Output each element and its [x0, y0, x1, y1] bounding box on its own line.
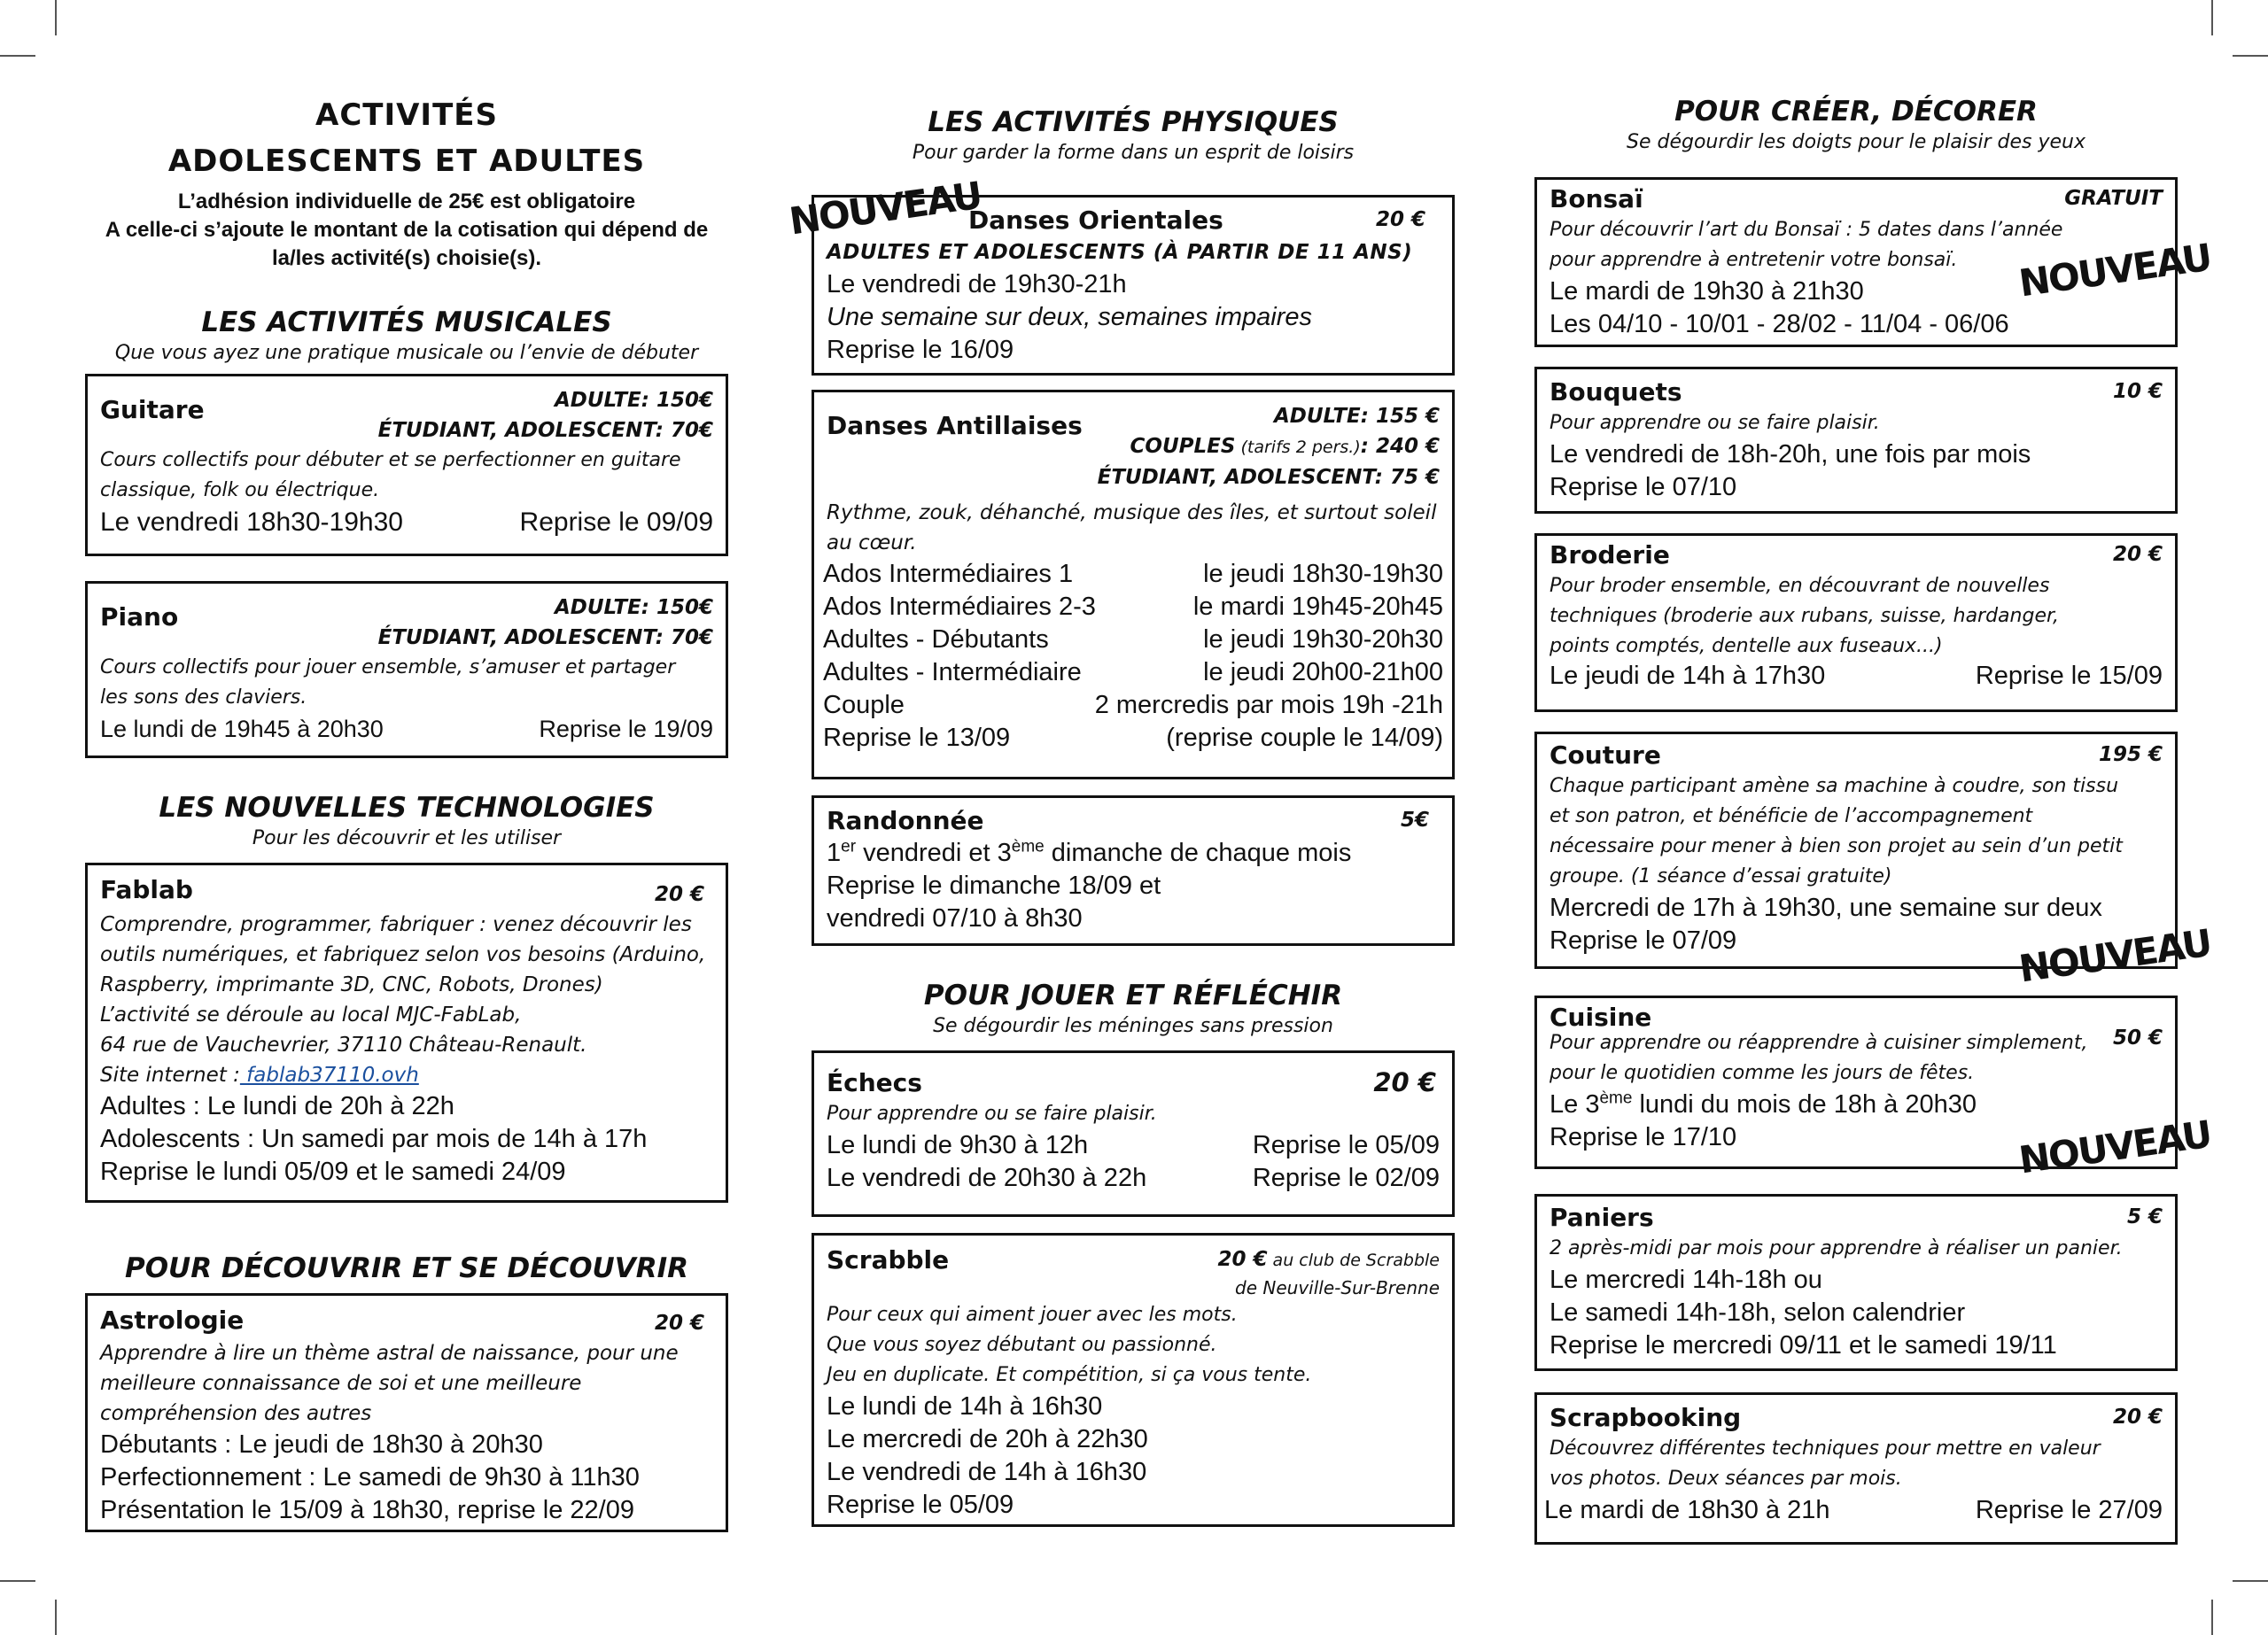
reprise: Reprise le 05/09	[1252, 1131, 1440, 1159]
desc-line: Que vous soyez débutant ou passionné.	[827, 1334, 1217, 1356]
activity-description	[1550, 571, 2163, 662]
activity-echecs	[812, 1050, 1455, 1217]
schedule-line: Reprise le mercredi 09/11 et le samedi 19/11	[1550, 1331, 2057, 1360]
price: 20 €	[1373, 1067, 1436, 1097]
price-student: ÉTUDIANT, ADOLESCENT: 70€	[377, 419, 713, 442]
schedule-line: Adolescents : Un samedi par mois de 14h à 17h	[100, 1125, 648, 1153]
activity-name: Scrapbooking	[1550, 1403, 1742, 1432]
schedule-line: Présentation le 15/09 à 18h30, reprise le 22/09	[100, 1496, 634, 1524]
crop-mark	[0, 1580, 35, 1582]
desc-line: pour le quotidien comme les jours de fêtes.	[1550, 1062, 1975, 1084]
activity-description	[100, 1338, 713, 1429]
sup: er	[841, 837, 857, 856]
activity-bouquets	[1534, 367, 2178, 514]
crop-mark	[2211, 1600, 2213, 1635]
section-create	[1534, 94, 2178, 156]
desc-line: nécessaire pour mener à bien son projet au sein d’un petit	[1550, 835, 2123, 857]
desc-line: Jeu en duplicate. Et compétition, si ça vous tente.	[827, 1364, 1312, 1386]
crop-mark	[0, 55, 35, 57]
section-tech	[85, 790, 728, 852]
activity-description: Pour apprendre ou se faire plaisir.	[827, 1103, 1157, 1125]
price: 10 €	[2112, 380, 2163, 403]
couples-label: COUPLES	[1130, 435, 1236, 458]
text: dimanche de chaque mois	[1044, 839, 1352, 867]
price: 20 €	[1375, 208, 1425, 231]
when: 2 mercredis par mois 19h -21h	[1094, 691, 1443, 719]
schedule-row	[827, 1129, 1440, 1162]
activity-name: Piano	[100, 602, 179, 632]
price-adult: ADULTE: 150€	[554, 389, 713, 412]
activity-name: Randonnée	[827, 806, 984, 835]
activity-paniers	[1534, 1194, 2178, 1371]
when: le jeudi 19h30-20h30	[1203, 625, 1443, 654]
price: GRATUIT	[2064, 187, 2163, 210]
schedule-row	[1544, 1494, 2163, 1527]
crop-mark	[2233, 55, 2268, 57]
desc-line: et son patron, et bénéficie de l’accompagnement	[1550, 805, 2033, 827]
section-subtitle: Se dégourdir les doigts pour le plaisir des yeux	[1626, 131, 2085, 153]
schedule-row	[100, 506, 713, 539]
schedule-row	[100, 713, 713, 746]
audience: ADULTES ET ADOLESCENTS (À PARTIR DE 11 ANS)	[827, 241, 1413, 264]
nouveau-badge: NOUVEAU	[2016, 1112, 2214, 1182]
sup: ème	[1599, 1089, 1633, 1108]
schedule-line: Le mercredi 14h-18h ou	[1550, 1266, 1822, 1294]
schedule-line: Adultes : Le lundi de 20h à 22h	[100, 1092, 454, 1120]
schedule-row	[823, 624, 1443, 656]
schedule-row	[823, 722, 1443, 755]
price: 5 €	[2126, 1205, 2163, 1228]
activity-name: Cuisine	[1550, 1003, 1652, 1032]
schedule-line: Les 04/10 - 10/01 - 28/02 - 11/04 - 06/06	[1550, 310, 2009, 338]
activity-name: Paniers	[1550, 1203, 1654, 1232]
schedule-line: Le vendredi de 18h-20h, une fois par mois	[1550, 440, 2031, 469]
activity-description: Pour apprendre ou se faire plaisir.	[1550, 412, 1880, 434]
website-label: Site internet :	[100, 1064, 240, 1087]
activity-name: Échecs	[827, 1068, 922, 1097]
activity-description	[827, 1300, 1440, 1391]
desc-line: Cours collectifs pour débuter et se perfectionner en guitare	[100, 449, 681, 471]
text: lundi du mois de 18h à 20h30	[1632, 1090, 1977, 1119]
intro-line: A celle-ci s’ajoute le montant de la cotisation qui dépend de	[105, 218, 709, 242]
schedule: Le vendredi de 20h30 à 22h	[827, 1164, 1147, 1192]
activity-name: Couture	[1550, 740, 1661, 770]
reprise: Reprise le 27/09	[1975, 1496, 2163, 1524]
activity-name: Guitare	[100, 395, 205, 424]
reprise: Reprise le 09/09	[519, 508, 713, 537]
level: Reprise le 13/09	[823, 724, 1011, 752]
price-adult: ADULTE: 155 €	[1273, 405, 1440, 428]
activity-broderie	[1534, 533, 2178, 712]
activity-piano	[85, 581, 728, 758]
price	[1217, 1244, 1440, 1275]
schedule: Le vendredi 18h30-19h30	[100, 508, 403, 537]
schedule-line: Reprise le 16/09	[827, 336, 1014, 364]
price: 20 €	[654, 883, 704, 906]
schedule-line	[1550, 1089, 2163, 1121]
crop-mark	[2211, 0, 2213, 35]
activity-description	[1550, 771, 2163, 892]
crop-mark	[2233, 1580, 2268, 1582]
section-subtitle: Se dégourdir les méninges sans pression	[933, 1015, 1333, 1037]
section-title: POUR DÉCOUVRIR ET SE DÉCOUVRIR	[124, 1252, 688, 1284]
schedule-line: Débutants : Le jeudi de 18h30 à 20h30	[100, 1430, 543, 1459]
schedule-line: Le vendredi de 14h à 16h30	[827, 1458, 1147, 1486]
activity-name: Danses Antillaises	[827, 411, 1083, 440]
activity-scrapbooking	[1534, 1392, 2178, 1545]
activity-guitare	[85, 374, 728, 556]
desc-line: au cœur.	[827, 531, 917, 554]
section-title: LES ACTIVITÉS MUSICALES	[201, 306, 612, 338]
schedule-line: Mercredi de 17h à 19h30, une semaine sur deux	[1550, 894, 2102, 922]
price: 20 €	[2112, 1406, 2163, 1429]
desc-line: classique, folk ou électrique.	[100, 479, 380, 501]
activity-danses-antillaises	[812, 390, 1455, 779]
desc-line: Pour ceux qui aiment jouer avec les mots.	[827, 1304, 1238, 1326]
schedule-line: Reprise le 07/09	[1550, 926, 1737, 955]
nouveau-badge: NOUVEAU	[2016, 920, 2214, 991]
desc-line: Pour broder ensemble, en découvrant de nouvelles	[1550, 575, 2050, 597]
desc-line: vos photos. Deux séances par mois.	[1550, 1468, 1902, 1490]
desc-line: compréhension des autres	[100, 1402, 372, 1425]
desc-line: Chaque participant amène sa machine à coudre, son tissu	[1550, 775, 2119, 797]
reprise: Reprise le 15/09	[1975, 662, 2163, 690]
section-title: POUR JOUER ET RÉFLÉCHIR	[923, 980, 1343, 1011]
price-couples	[1098, 431, 1440, 462]
price: 195 €	[2098, 743, 2163, 766]
text: 1	[827, 839, 842, 867]
level: Ados Intermédiaires 1	[823, 560, 1074, 588]
schedule: Le lundi de 19h45 à 20h30	[100, 716, 384, 742]
desc-line: 64 rue de Vauchevrier, 37110 Château-Renault.	[100, 1034, 587, 1057]
schedule-line: vendredi 07/10 à 8h30	[827, 904, 1083, 933]
desc-line: Raspberry, imprimante 3D, CNC, Robots, Drones)	[100, 973, 603, 996]
desc-line: groupe. (1 séance d’essai gratuite)	[1550, 865, 1892, 887]
activity-name: Danses Orientales	[968, 205, 1223, 235]
sup: ème	[1011, 837, 1045, 856]
section-title: LES NOUVELLES TECHNOLOGIES	[159, 792, 655, 824]
section-subtitle: Que vous ayez une pratique musicale ou l’envie de débuter	[114, 342, 699, 364]
schedule: Le jeudi de 14h à 17h30	[1550, 662, 1826, 690]
level: Ados Intermédiaires 2-3	[823, 593, 1096, 621]
price-adult: ADULTE: 150€	[554, 596, 713, 619]
reprise: Reprise le 02/09	[1252, 1164, 1440, 1192]
desc-line: meilleure connaissance de soi et une meilleure	[100, 1372, 582, 1395]
activity-astrologie	[85, 1293, 728, 1532]
section-title: LES ACTIVITÉS PHYSIQUES	[928, 106, 1339, 138]
desc-line: Apprendre à lire un thème astral de naissance, pour une	[100, 1342, 679, 1365]
desc-line: techniques (broderie aux rubans, suisse, hardanger,	[1550, 605, 2059, 627]
desc-line: Rythme, zouk, déhanché, musique des îles, et surtout soleil	[827, 501, 1437, 524]
activity-name: Astrologie	[100, 1306, 245, 1335]
level: Couple	[823, 691, 905, 719]
desc-line: L’activité se déroule au local MJC-FabLab,	[100, 1003, 522, 1027]
desc-line: Cours collectifs pour jouer ensemble, s’amuser et partager	[100, 656, 676, 678]
price-value: 20 €	[1217, 1248, 1268, 1271]
schedule-line: Le lundi de 14h à 16h30	[827, 1392, 1103, 1421]
schedule-line: Une semaine sur deux, semaines impaires	[827, 303, 1313, 331]
schedule-row	[823, 591, 1443, 624]
activity-name: Scrabble	[827, 1245, 950, 1275]
nouveau-badge: NOUVEAU	[787, 173, 984, 244]
desc-line: les sons des claviers.	[100, 686, 307, 709]
schedule-line: Le mercredi de 20h à 22h30	[827, 1425, 1148, 1453]
activity-fablab	[85, 863, 728, 1203]
schedule-row	[823, 558, 1443, 591]
price: 20 €	[654, 1312, 704, 1335]
intro-line: L’adhésion individuelle de 25€ est obligatoire	[177, 190, 636, 213]
website-row	[100, 1060, 713, 1090]
schedule-line: Reprise le dimanche 18/09 et	[827, 872, 1161, 900]
schedule-row	[827, 1162, 1440, 1195]
desc-line: Pour découvrir l’art du Bonsaï : 5 dates dans l’année	[1550, 219, 2063, 241]
activity-couture	[1534, 732, 2178, 969]
activity-description: 2 après-midi par mois pour apprendre à réaliser un panier.	[1550, 1237, 2123, 1259]
section-musical	[85, 305, 728, 367]
schedule-line: Le samedi 14h-18h, selon calendrier	[1550, 1298, 1966, 1327]
schedule: Le lundi de 9h30 à 12h	[827, 1131, 1089, 1159]
activity-description	[100, 446, 713, 506]
when: le jeudi 20h00-21h00	[1203, 658, 1443, 686]
text: Le 3	[1550, 1090, 1600, 1119]
section-title: POUR CRÉER, DÉCORER	[1674, 96, 2038, 128]
desc-line: Comprendre, programmer, fabriquer : venez découvrir les	[100, 913, 692, 936]
schedule-line: Reprise le lundi 05/09 et le samedi 24/09	[100, 1158, 566, 1186]
nouveau-badge: NOUVEAU	[2016, 235, 2214, 306]
price: 5€	[1400, 809, 1429, 832]
activity-description	[827, 498, 1440, 558]
price: 20 €	[2112, 543, 2163, 566]
price-note: de Neuville-Sur-Brenne	[1235, 1277, 1440, 1298]
price-student: ÉTUDIANT, ADOLESCENT: 70€	[377, 626, 713, 649]
activity-name: Fablab	[100, 875, 193, 904]
intro-membership	[85, 188, 728, 273]
desc-line: outils numériques, et fabriquez selon vos besoins (Arduino,	[100, 943, 706, 966]
activity-description	[100, 910, 713, 1090]
section-physical	[812, 105, 1455, 167]
schedule-line: Perfectionnement : Le samedi de 9h30 à 11h30	[100, 1463, 640, 1492]
schedule-table	[823, 558, 1443, 755]
desc-line: pour apprendre à entretenir votre bonsaï.	[1550, 249, 1958, 271]
couples-note: (tarifs 2 pers.)	[1235, 438, 1361, 457]
intro-line: la/les activité(s) choisie(s).	[271, 246, 542, 270]
schedule: Le mardi de 18h30 à 21h	[1544, 1496, 1830, 1524]
price-note: au club de Scrabble	[1267, 1251, 1440, 1270]
intro-block	[85, 92, 728, 273]
price-student: ÉTUDIANT, ADOLESCENT: 75 €	[1097, 466, 1440, 489]
schedule-row	[1550, 660, 2163, 693]
schedule-line: Reprise le 07/10	[1550, 473, 1737, 501]
when: le mardi 19h45-20h45	[1192, 593, 1443, 621]
couples-price: : 240 €	[1360, 435, 1440, 458]
schedule-row	[823, 656, 1443, 689]
reprise: Reprise le 19/09	[539, 716, 713, 742]
activity-name: Bonsaï	[1550, 184, 1643, 213]
schedule-line: Reprise le 17/10	[1550, 1123, 1737, 1151]
activity-name: Broderie	[1550, 540, 1670, 570]
when: le jeudi 18h30-19h30	[1203, 560, 1443, 588]
activity-description	[1550, 1434, 2163, 1494]
activity-scrabble	[812, 1233, 1455, 1527]
desc-line: Découvrez différentes techniques pour mettre en valeur	[1550, 1437, 2101, 1460]
desc-line: Pour apprendre ou réapprendre à cuisiner simplement,	[1550, 1032, 2088, 1054]
activity-randonnee	[812, 795, 1455, 946]
crop-mark	[55, 1600, 57, 1635]
activity-name: Bouquets	[1550, 377, 1682, 407]
price: 50 €	[2112, 1027, 2163, 1050]
section-discover	[85, 1251, 728, 1286]
text: vendredi et 3	[856, 839, 1012, 867]
intro-title-2: ADOLESCENTS ET ADULTES	[167, 143, 646, 179]
schedule-line: Le vendredi de 19h30-21h	[827, 270, 1127, 298]
activity-description	[1550, 1028, 2163, 1089]
website-link[interactable]: fablab37110.ovh	[239, 1064, 419, 1087]
crop-mark	[55, 0, 57, 35]
schedule-line	[827, 837, 1440, 870]
section-play	[812, 978, 1455, 1040]
schedule-row	[823, 689, 1443, 722]
activity-description	[100, 653, 713, 713]
schedule-line: Le mardi de 19h30 à 21h30	[1550, 277, 1864, 306]
level: Adultes - Débutants	[823, 625, 1049, 654]
desc-line: points comptés, dentelle aux fuseaux...)	[1550, 635, 1943, 657]
level: Adultes - Intermédiaire	[823, 658, 1082, 686]
when: (reprise couple le 14/09)	[1166, 724, 1443, 752]
intro-title-1: ACTIVITÉS	[315, 97, 498, 133]
section-subtitle: Pour garder la forme dans un esprit de loisirs	[912, 142, 1355, 164]
section-subtitle: Pour les découvrir et les utiliser	[252, 827, 562, 849]
schedule-line: Reprise le 05/09	[827, 1491, 1014, 1519]
